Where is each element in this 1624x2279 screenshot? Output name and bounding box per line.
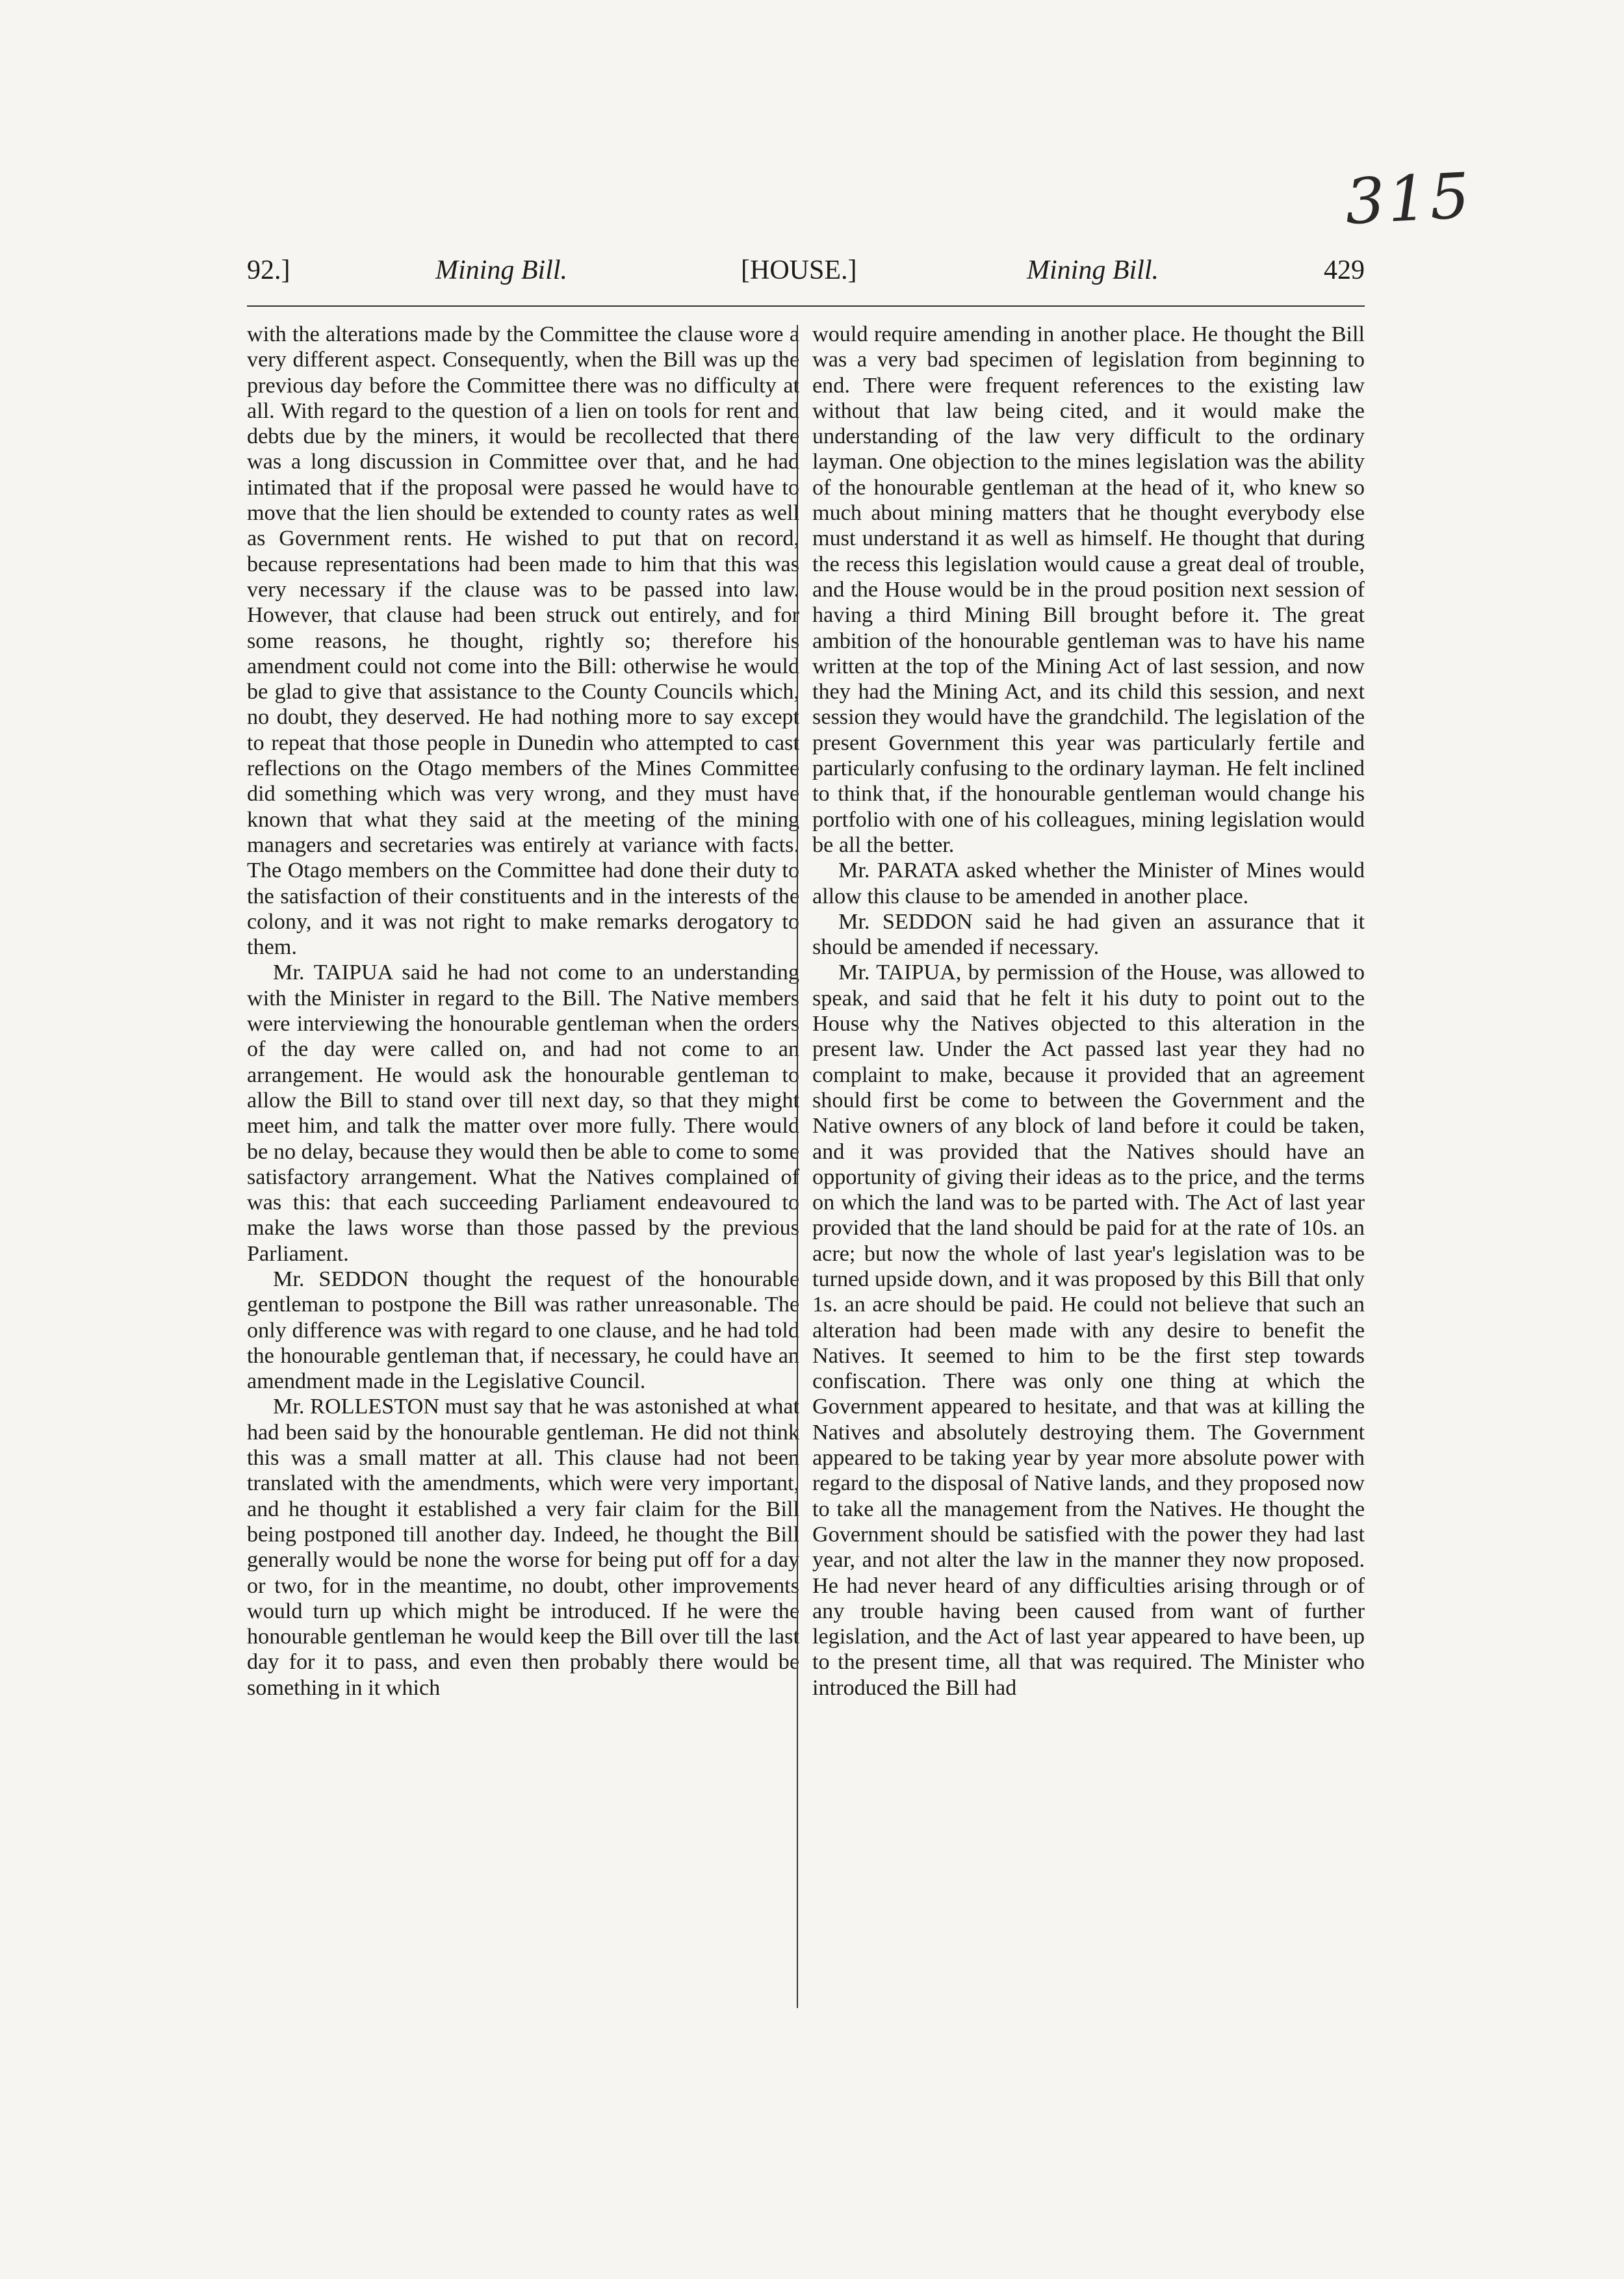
header-house: [HOUSE.]	[741, 255, 857, 285]
paragraph: Mr. PARATA asked whether the Minister of Mines would allow this clause to be amended in another place.	[812, 858, 1365, 908]
paragraph: Mr. SEDDON thought the request of the honourable gentleman to postpone the Bill was rather unreasonable. The only difference was with regard to one clause, and he had told the honourable gentleman that, if necessary, he could have an amendment made in the Legislative Council.	[247, 1267, 799, 1394]
left-column	[247, 322, 799, 2011]
running-header	[247, 255, 1365, 300]
header-running-title-right: Mining Bill.	[1027, 255, 1159, 285]
paragraph: Mr. TAIPUA said he had not come to an understanding with the Minister in regard to the Bill. The Native members were interviewing the honourable gentleman when the orders of the day were called on, and had not come to an arrangement. He would ask the honourable gentleman to allow the Bill to stand over till next day, so that they might meet him, and talk the matter over more fully. There would be no delay, because they would then be able to come to some satisfactory arrangement. What the Natives complained of was this: that each succeeding Parliament endeavoured to make the laws worse than those passed by the previous Parliament.	[247, 960, 799, 1266]
column-divider	[797, 325, 798, 2008]
paragraph: Mr. TAIPUA, by permission of the House, was allowed to speak, and said that he felt it his duty to point out to the House why the Natives objected to this alteration in the present law. Under the Act passed last year they had no complaint to make, because it provided that an agreement should first be come to between the Government and the Native owners of any block of land before it could be taken, and it was provided that the Natives should have an opportunity of giving their ideas as to the price, and the terms on which the land was to be parted with. The Act of last year provided that the land should be paid for at the rate of 10s. an acre; but now the whole of last year's legislation was to be turned upside down, and it was proposed by this Bill that only 1s. an acre should be paid. He could not believe that such an alteration had been made with any desire to benefit the Natives. It seemed to him to be the first step towards confiscation. There was only one thing at which the Government appeared to hesitate, and that was at killing the Natives and absolutely destroying them. The Government appeared to be taking year by year more absolute power with regard to the disposal of Native lands, and they proposed now to take all the management from the Natives. He thought the Government should be satisfied with the power they had last year, and not alter the law in the manner they now proposed. He had never heard of any difficulties arising through or of any trouble having been caused from want of further legislation, and the Act of last year appeared to have been, up to the present time, all that was required. The Minister who introduced the Bill had	[812, 960, 1365, 1700]
handwritten-page-annotation: 315	[1343, 159, 1475, 239]
paragraph: Mr. SEDDON said he had given an assurance that it should be amended if necessary.	[812, 909, 1365, 960]
header-rule	[247, 305, 1365, 307]
paragraph: with the alterations made by the Committee the clause wore a very different aspect. Consequently, when the Bill was up the previous day before the Committee there was no difficulty at all. With regard to the question of a lien on tools for rent and debts due by the miners, it would be recollected that there was a long discussion in Committee over that, and he had intimated that if the proposal were passed he would have to move that the lien should be extended to county rates as well as Government rents. He wished to put that on record, because representations had been made to him that this was very necessary if the clause was to be passed into law. However, that clause had been struck out entirely, and for some reasons, he thought, rightly so; therefore his amendment could not come into the Bill: otherwise he would be glad to give that assistance to the County Councils which, no doubt, they deserved. He had nothing more to say except to repeat that those people in Dunedin who attempted to cast reflections on the Otago members of the Mines Committee did something which was very wrong, and they must have known that what they said at the meeting of the mining managers and secretaries was entirely at variance with facts. The Otago members on the Committee had done their duty to the satisfaction of their constituents and in the interests of the colony, and it was not right to make remarks derogatory to them.	[247, 322, 799, 960]
paragraph: Mr. ROLLESTON must say that he was astonished at what had been said by the honourable gentleman. He did not think this was a small matter at all. This clause had not been translated with the amendments, which were very important, and he thought it established a very fair claim for the Bill being postponed till another day. Indeed, he thought the Bill generally would be none the worse for being put off for a day or two, for in the meantime, no doubt, other improvements would turn up which might be introduced. If he were the honourable gentleman he would keep the Bill over till the last day for it to pass, and even then probably there would be something in it which	[247, 1395, 799, 1700]
page-number: 429	[1324, 255, 1365, 285]
paragraph: would require amending in another place. He thought the Bill was a very bad specimen of legislation from beginning to end. There were frequent references to the existing law without that law being cited, and it would make the understanding of the law very difficult to the ordinary layman. One objection to the mines legislation was the ability of the honourable gentleman at the head of it, who knew so much about mining matters that he thought everybody else must understand it as well as himself. He thought that during the recess this legislation would cause a great deal of trouble, and the House would be in the proud position next session of having a third Mining Bill brought before it. The great ambition of the honourable gentleman was to have his name written at the top of the Mining Act of last session, and now they had the Mining Act, and its child this session, and next session they would have the grandchild. The legislation of the present Government this year was particularly fertile and particularly confusing to the ordinary layman. He felt inclined to think that, if the honourable gentleman would change his portfolio with one of his colleagues, mining legislation would be all the better.	[812, 322, 1365, 857]
header-date-fragment: 92.]	[247, 255, 290, 285]
right-column	[812, 322, 1365, 2011]
header-running-title-left: Mining Bill.	[435, 255, 567, 285]
